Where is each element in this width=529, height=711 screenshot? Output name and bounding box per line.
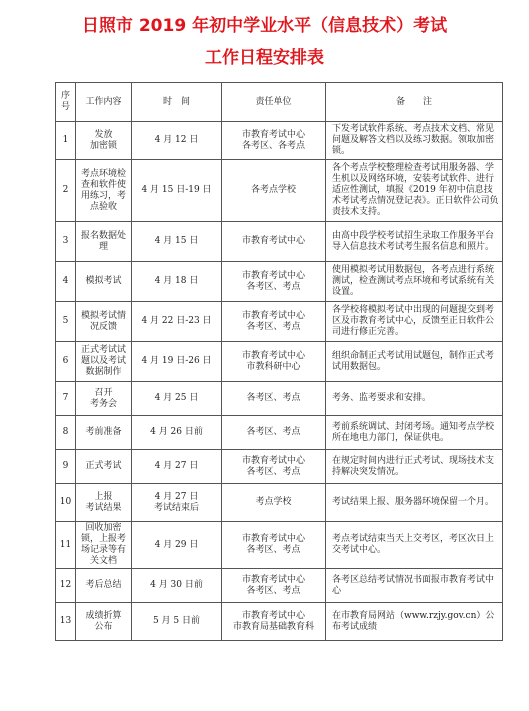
table-body bbox=[56, 122, 503, 641]
cell-unit: 市教育考试中心 bbox=[222, 222, 326, 262]
cell-content: 考点环境检查和软件使用练习，考点验收 bbox=[76, 160, 132, 222]
cell-seq: 11 bbox=[56, 522, 76, 569]
cell-note: 考务、监考要求和安排。 bbox=[326, 382, 503, 416]
header-note: 备 注 bbox=[326, 83, 503, 122]
table-row bbox=[56, 160, 503, 222]
cell-time: 4 月 29 日 bbox=[132, 522, 222, 569]
cell-content: 成绩折算 公布 bbox=[76, 603, 132, 641]
header-seq: 序号 bbox=[56, 83, 76, 122]
cell-content: 上报 考试结果 bbox=[76, 484, 132, 522]
table-row bbox=[56, 416, 503, 450]
cell-note: 各考区总结考试情况书面报市教育考试中心 bbox=[326, 569, 503, 603]
cell-content: 模拟考试 bbox=[76, 262, 132, 302]
table-row bbox=[56, 122, 503, 160]
table-row bbox=[56, 569, 503, 603]
cell-note: 考前系统调试、封闭考场。通知考点学校所在地电力部门，保证供电。 bbox=[326, 416, 503, 450]
document-title: 日照市 2019 年初中学业水平（信息技术）考试 bbox=[81, 16, 448, 36]
cell-note: 考点考试结束当天上交考区，考区次日上交考试中心。 bbox=[326, 522, 503, 569]
cell-note: 由高中段学校考试招生录取工作服务平台导入信息技术考试考生报名信息和照片。 bbox=[326, 222, 503, 262]
cell-note: 组织命制正式考试用试题包，制作正式考试用数据包。 bbox=[326, 342, 503, 382]
cell-seq: 2 bbox=[56, 160, 76, 222]
table-row bbox=[56, 342, 503, 382]
cell-note: 各学校将模拟考试中出现的问题提交到考区及市教育考试中心，反馈至正日软件公司进行修正完善。 bbox=[326, 302, 503, 342]
cell-seq: 5 bbox=[56, 302, 76, 342]
cell-unit: 市教育考试中心 各考区、考点 bbox=[222, 569, 326, 603]
cell-note: 在规定时间内进行正式考试、现场技术支持解决突发情况。 bbox=[326, 450, 503, 484]
cell-time: 4 月 27 日 bbox=[132, 450, 222, 484]
cell-time: 4 月 27 日 考试结束后 bbox=[132, 484, 222, 522]
cell-time: 4 月 22 日-23 日 bbox=[132, 302, 222, 342]
cell-seq: 7 bbox=[56, 382, 76, 416]
cell-time: 4 月 15 日-19 日 bbox=[132, 160, 222, 222]
cell-seq: 10 bbox=[56, 484, 76, 522]
cell-unit: 市教育考试中心 各考区、考点 bbox=[222, 262, 326, 302]
cell-content: 考前准备 bbox=[76, 416, 132, 450]
cell-note: 各个考点学校整理检查考试用服务器、学生机以及网络环境，安装考试软件、进行适应性测试，填报《2019 年初中信息技术考试考点情况登记表》。正日软件公司负责技术支持。 bbox=[326, 160, 503, 222]
cell-seq: 6 bbox=[56, 342, 76, 382]
cell-unit: 市教育考试中心 市教科研中心 bbox=[222, 342, 326, 382]
header-time: 时 间 bbox=[132, 83, 222, 122]
document-subtitle: 工作日程安排表 bbox=[205, 48, 324, 68]
cell-note: 使用模拟考试用数据包，各考点进行系统测试，检查测试考点环境和考试系统有关设置。 bbox=[326, 262, 503, 302]
cell-time: 4 月 18 日 bbox=[132, 262, 222, 302]
cell-time: 4 月 25 日 bbox=[132, 382, 222, 416]
cell-unit: 各考区、考点 bbox=[222, 416, 326, 450]
cell-unit: 各考区、考点 bbox=[222, 382, 326, 416]
cell-unit: 市教育考试中心 各考区、考点 bbox=[222, 450, 326, 484]
table-row bbox=[56, 603, 503, 641]
table-row bbox=[56, 450, 503, 484]
cell-time: 4 月 19 日-26 日 bbox=[132, 342, 222, 382]
cell-time: 4 月 30 日前 bbox=[132, 569, 222, 603]
cell-time: 5 月 5 日前 bbox=[132, 603, 222, 641]
cell-content: 回收加密锁，上报考场记录等有关文档 bbox=[76, 522, 132, 569]
cell-content: 正式考试试题以及考试数据制作 bbox=[76, 342, 132, 382]
cell-seq: 13 bbox=[56, 603, 76, 641]
table-row bbox=[56, 382, 503, 416]
cell-seq: 12 bbox=[56, 569, 76, 603]
table-row bbox=[56, 262, 503, 302]
cell-unit: 市教育考试中心 市教育局基础教育科 bbox=[222, 603, 326, 641]
cell-seq: 9 bbox=[56, 450, 76, 484]
header-unit: 责任单位 bbox=[222, 83, 326, 122]
cell-seq: 1 bbox=[56, 122, 76, 160]
cell-unit: 市教育考试中心 各考区、考点 bbox=[222, 522, 326, 569]
cell-content: 召开 考务会 bbox=[76, 382, 132, 416]
cell-time: 4 月 12 日 bbox=[132, 122, 222, 160]
cell-unit: 市教育考试中心 各考区、考点 bbox=[222, 302, 326, 342]
cell-note: 在市教育局网站（www.rzjy.gov.cn）公布考试成绩 bbox=[326, 603, 503, 641]
table-row bbox=[56, 484, 503, 522]
cell-unit: 市教育考试中心 各考区、各考点 bbox=[222, 122, 326, 160]
table-header-row bbox=[56, 83, 503, 122]
header-content: 工作内容 bbox=[76, 83, 132, 122]
cell-content: 报名数据处理 bbox=[76, 222, 132, 262]
cell-note: 下发考试软件系统、考点技术文档、常见问题及解答文档以及练习数据。领取加密锁。 bbox=[326, 122, 503, 160]
cell-time: 4 月 15 日 bbox=[132, 222, 222, 262]
cell-seq: 3 bbox=[56, 222, 76, 262]
cell-unit: 各考点学校 bbox=[222, 160, 326, 222]
cell-seq: 4 bbox=[56, 262, 76, 302]
schedule-table bbox=[55, 82, 503, 641]
cell-content: 发放 加密锁 bbox=[76, 122, 132, 160]
cell-time: 4 月 26 日前 bbox=[132, 416, 222, 450]
cell-seq: 8 bbox=[56, 416, 76, 450]
table-row bbox=[56, 302, 503, 342]
cell-unit: 考点学校 bbox=[222, 484, 326, 522]
cell-content: 正式考试 bbox=[76, 450, 132, 484]
cell-content: 模拟考试情况反馈 bbox=[76, 302, 132, 342]
cell-note: 考试结果上报、服务器环境保留一个月。 bbox=[326, 484, 503, 522]
cell-content: 考后总结 bbox=[76, 569, 132, 603]
table-row bbox=[56, 522, 503, 569]
table-row bbox=[56, 222, 503, 262]
